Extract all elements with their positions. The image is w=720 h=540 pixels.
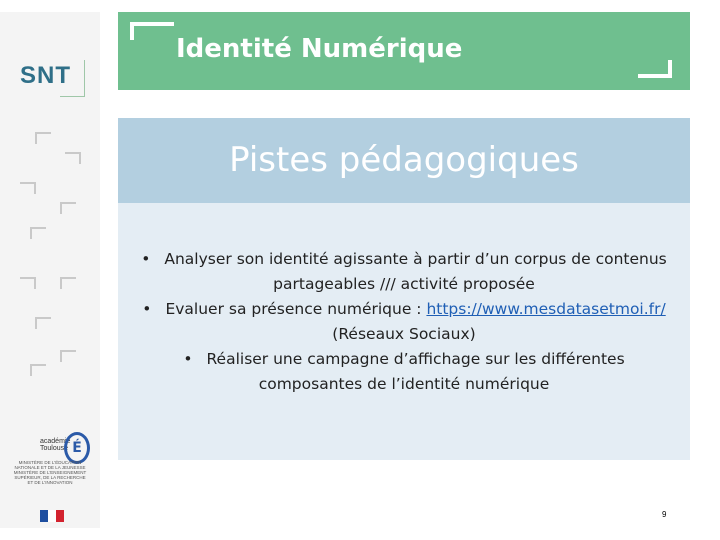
slide-header	[118, 12, 690, 90]
bullet-text: Analyser son identité agissante à partir d’un corpus de contenus	[164, 250, 667, 268]
list-item	[118, 247, 690, 297]
bullet-dot: •	[141, 250, 151, 268]
header-corner-left	[130, 22, 174, 40]
bullet-list	[118, 247, 690, 397]
decorative-bracket	[30, 364, 46, 376]
decorative-bracket	[35, 132, 51, 144]
page-number: 9	[662, 510, 667, 519]
decorative-bracket	[60, 350, 76, 362]
bullet-text: (Réseaux Sociaux)	[332, 325, 476, 343]
republic-flag-icon	[40, 510, 64, 522]
decorative-bracket	[20, 277, 36, 289]
mesdatasetmoi-link[interactable]: https://www.mesdatasetmoi.fr/	[426, 300, 666, 318]
ministry-text: MINISTÈRE DE L'ÉDUCATION NATIONALE ET DE LA JEUNESSE MINISTÈRE DE L'ENSEIGNEMENT SUPÉRIEUR, DE LA RECHERCHE ET DE L'INNOVATION	[13, 460, 87, 485]
panel-heading	[118, 118, 690, 203]
bullet-text: Réaliser une campagne d’affichage sur les différentes	[206, 350, 625, 368]
slide-title: Identité Numérique	[176, 34, 463, 64]
bullet-dot: •	[183, 350, 193, 368]
decorative-bracket	[60, 202, 76, 214]
decorative-bracket	[60, 277, 76, 289]
academie-label: académie Toulouse	[40, 438, 71, 452]
academie-e-icon: É	[64, 432, 90, 464]
panel-heading-text: Pistes pédagogiques	[229, 140, 579, 180]
snt-logo: SNT	[20, 62, 71, 89]
bullet-text: partageables /// activité proposée	[273, 275, 535, 293]
list-item	[118, 347, 690, 397]
decorative-bracket	[20, 182, 36, 194]
decorative-bracket	[35, 317, 51, 329]
panel-body	[118, 203, 690, 460]
header-corner-right	[638, 60, 672, 78]
left-sidebar	[0, 12, 100, 528]
snt-logo-mark	[60, 60, 85, 97]
bullet-dot: •	[142, 300, 152, 318]
bullet-text: composantes de l’identité numérique	[258, 375, 550, 393]
list-item	[118, 297, 690, 347]
decorative-bracket	[30, 227, 46, 239]
decorative-bracket	[65, 152, 81, 164]
bullet-text: Evaluer sa présence numérique :	[165, 300, 427, 318]
